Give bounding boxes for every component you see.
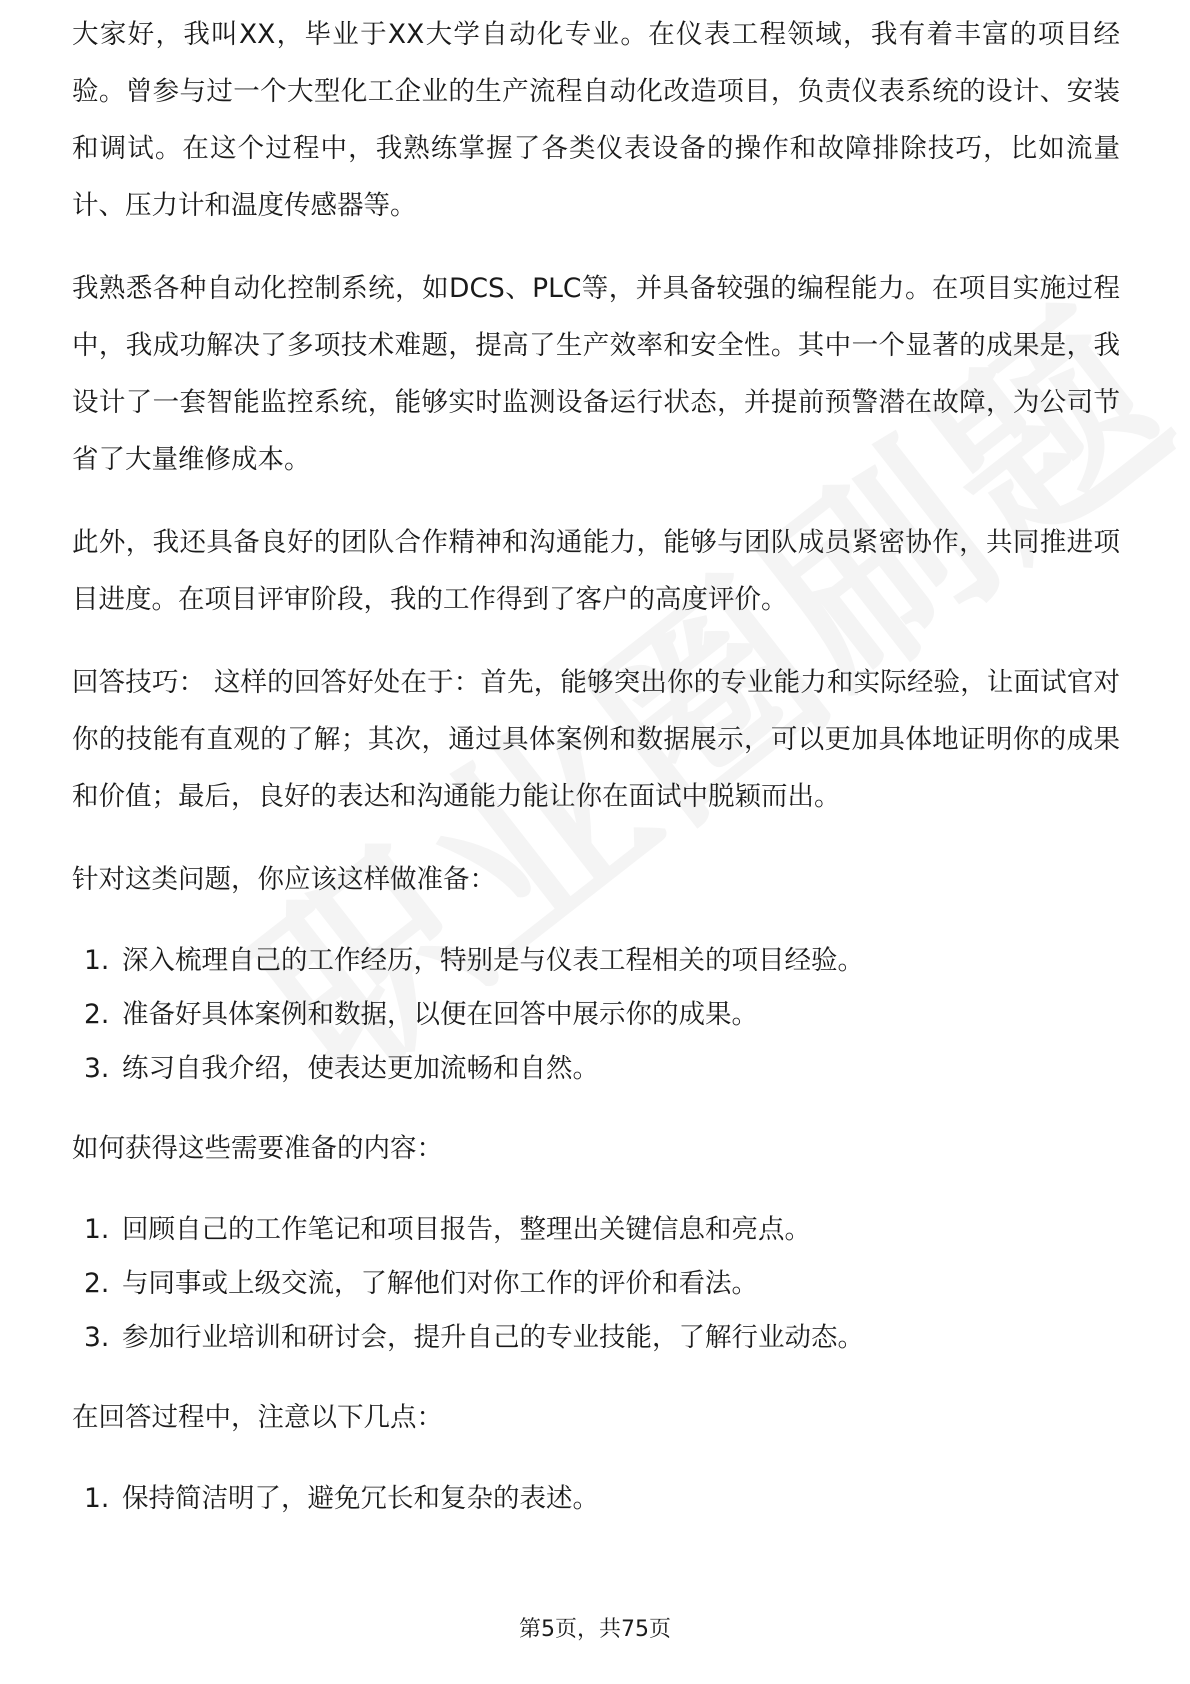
section-heading-sources: 如何获得这些需要准备的内容： (72, 1133, 443, 1164)
list-item (72, 934, 1120, 988)
list-item (72, 1203, 1120, 1257)
page-number-footer: 第5页，共75页 (519, 1617, 671, 1642)
list-item-number: 2. (84, 999, 110, 1030)
list-item (72, 1042, 1120, 1096)
list-item-number: 1. (84, 1483, 110, 1514)
list-item (72, 1311, 1120, 1365)
document-body (72, 19, 1120, 1550)
list-item (72, 988, 1120, 1042)
preparation-list (72, 934, 1120, 1096)
list-item-text: 深入梳理自己的工作经历，特别是与仪表工程相关的项目经验。 (122, 945, 864, 976)
list-item-text: 保持简洁明了，避免冗长和复杂的表述。 (122, 1483, 599, 1514)
sources-list (72, 1203, 1120, 1365)
paragraph-skills: 我熟悉各种自动化控制系统，如DCS、PLC等，并具备较强的编程能力。在项目实施过程中，我成功解决了多项技术难题，提高了生产效率和安全性。其中一个显著的成果是，我设计了一套智能监控系统，能够实时监测设备运行状态，并提前预警潜在故障，为公司节省了大量维修成本。 (72, 273, 1120, 475)
paragraph-teamwork: 此外，我还具备良好的团队合作精神和沟通能力，能够与团队成员紧密协作，共同推进项目进度。在项目评审阶段，我的工作得到了客户的高度评价。 (72, 527, 1120, 615)
list-item-text: 参加行业培训和研讨会，提升自己的专业技能，了解行业动态。 (122, 1322, 864, 1353)
notes-list (72, 1472, 1120, 1526)
list-item (72, 1257, 1120, 1311)
section-heading-notes: 在回答过程中，注意以下几点： (72, 1402, 443, 1433)
list-item-number: 3. (84, 1322, 110, 1353)
list-item-text: 回顾自己的工作笔记和项目报告，整理出关键信息和亮点。 (122, 1214, 811, 1245)
paragraph-answer-tips: 回答技巧： 这样的回答好处在于：首先，能够突出你的专业能力和实际经验，让面试官对你的技能有直观的了解；其次，通过具体案例和数据展示，可以更加具体地证明你的成果和价值；最后，良好的表达和沟通能力能让你在面试中脱颖而出。 (72, 667, 1120, 812)
list-item-text: 与同事或上级交流，了解他们对你工作的评价和看法。 (122, 1268, 758, 1299)
list-item-number: 1. (84, 1214, 110, 1245)
section-heading-preparation: 针对这类问题，你应该这样做准备： (72, 864, 496, 895)
list-item-text: 练习自我介绍，使表达更加流畅和自然。 (122, 1053, 599, 1084)
list-item-number: 3. (84, 1053, 110, 1084)
list-item-text: 准备好具体案例和数据，以便在回答中展示你的成果。 (122, 999, 758, 1030)
list-item (72, 1472, 1120, 1526)
list-item-number: 2. (84, 1268, 110, 1299)
paragraph-intro: 大家好，我叫XX，毕业于XX大学自动化专业。在仪表工程领域，我有着丰富的项目经验。曾参与过一个大型化工企业的生产流程自动化改造项目，负责仪表系统的设计、安装和调试。在这个过程中，我熟练掌握了各类仪表设备的操作和故障排除技巧，比如流量计、压力计和温度传感器等。 (72, 19, 1120, 221)
list-item-number: 1. (84, 945, 110, 976)
